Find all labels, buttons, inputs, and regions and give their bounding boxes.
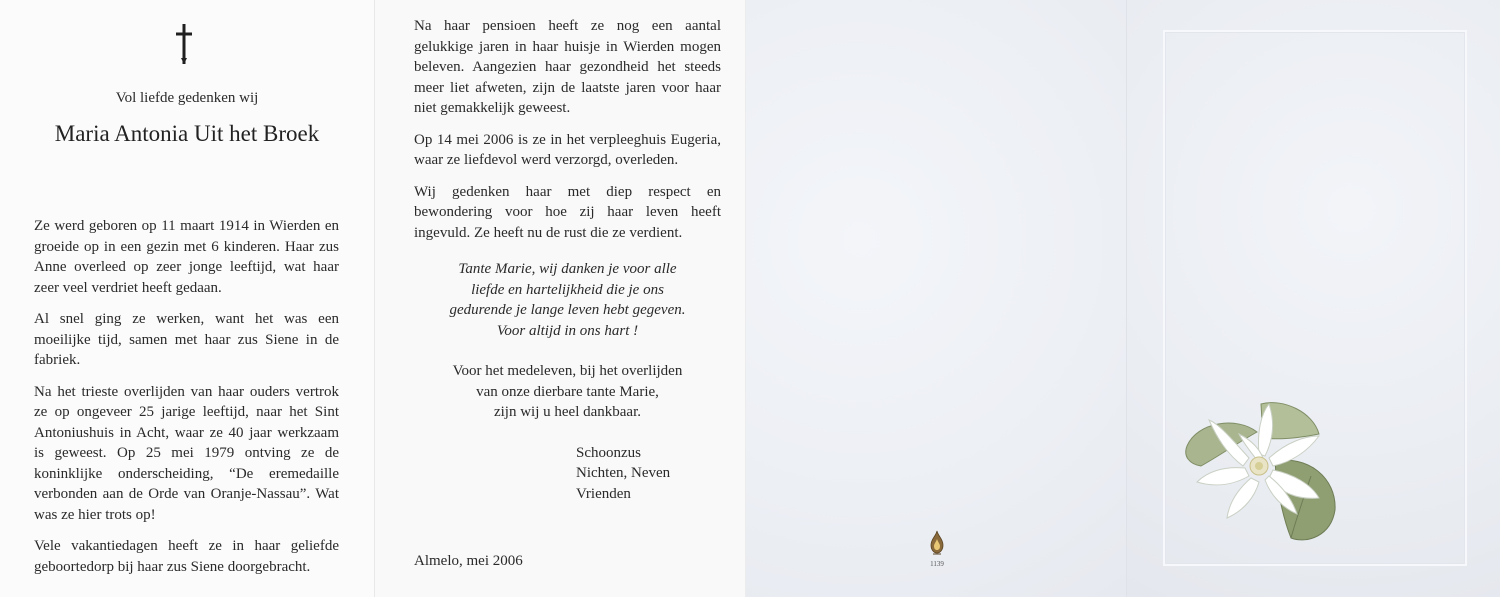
left-inner-panel <box>0 0 374 597</box>
signers <box>576 443 721 505</box>
thanks-line: Voor het medeleven, bij het overlijden <box>452 363 683 379</box>
signer: Schoonzus <box>576 444 641 461</box>
biography-paragraph: Ze werd geboren op 11 maart 1914 in Wierden en groeide op in een gezin met 6 kinderen. Haar zus Anne overleed op zeer jonge leeftijd, wat haar zeer veel verdriet heeft gedaan. <box>34 218 339 296</box>
thank-you-note <box>414 361 721 423</box>
water-lily-icon <box>1179 398 1343 546</box>
biography-paragraph: Vele vakantiedagen heeft ze in haar geliefde geboortedorp bij haar zus Siene doorgebracht. <box>34 538 339 575</box>
printer-logo <box>912 530 962 568</box>
biography-paragraph: Na het trieste overlijden van haar ouders vertrok ze op ongeveer 25 jarige leeftijd, naar het Sint Antoniushuis in Acht, waar ze 40 jaar werkzaam is geweest. Op 25 mei 1979 ontving ze de koninklijke onderscheiding, “De eremedaille verbonden aan de Orde van Oranje-Nassau”. Wat was ze hier trots op! <box>34 383 339 523</box>
poem-line: Tante Marie, wij danken je voor alle <box>458 261 677 277</box>
memorial-paragraph: Na haar pensioen heeft ze nog een aantal gelukkige jaren in haar huisje in Wierden mogen beleven. Aangezien haar gezondheid het steeds meer liet afweten, zijn de laatste jaren voor haar niet gemakkelijk geweest. <box>414 18 721 116</box>
biography <box>34 216 339 588</box>
poem-line: gedurende je lange leven hebt gegeven. <box>449 302 686 318</box>
printer-number: 1139 <box>930 560 944 568</box>
cross-icon <box>172 22 196 66</box>
back-cover-panel <box>746 0 1126 597</box>
thanks-line: zijn wij u heel dankbaar. <box>493 404 642 420</box>
biography-paragraph: Al snel ging ze werken, want het was een moeilijke tijd, samen met haar zus Siene in de fabriek. <box>34 311 339 368</box>
poem-line: liefde en hartelijkheid die je ons <box>471 281 664 298</box>
poem-line: Voor altijd in ons hart ! <box>496 322 639 339</box>
right-inner-panel <box>374 0 746 597</box>
memorial-paragraph: Wij gedenken haar met diep respect en bewondering voor hoe zij haar leven heeft ingevuld. Ze heeft nu de rust die ze verdient. <box>414 183 721 241</box>
place-date: Almelo, mei 2006 <box>414 553 523 569</box>
memorial-paragraph: Op 14 mei 2006 is ze in het verpleeghuis Eugeria, waar ze liefdevol werd verzorgd, overleden. <box>414 131 721 168</box>
front-cover-panel <box>1126 0 1500 597</box>
poem <box>414 259 721 341</box>
deceased-name: Maria Antonia Uit het Broek <box>54 121 320 146</box>
signer: Vrienden <box>576 485 631 502</box>
intro-text: Vol liefde gedenken wij <box>115 90 259 106</box>
flame-icon <box>928 530 946 558</box>
thanks-line: van onze dierbare tante Marie, <box>476 383 659 400</box>
memorial-text <box>414 16 721 504</box>
signer: Nichten, Neven <box>576 465 671 481</box>
